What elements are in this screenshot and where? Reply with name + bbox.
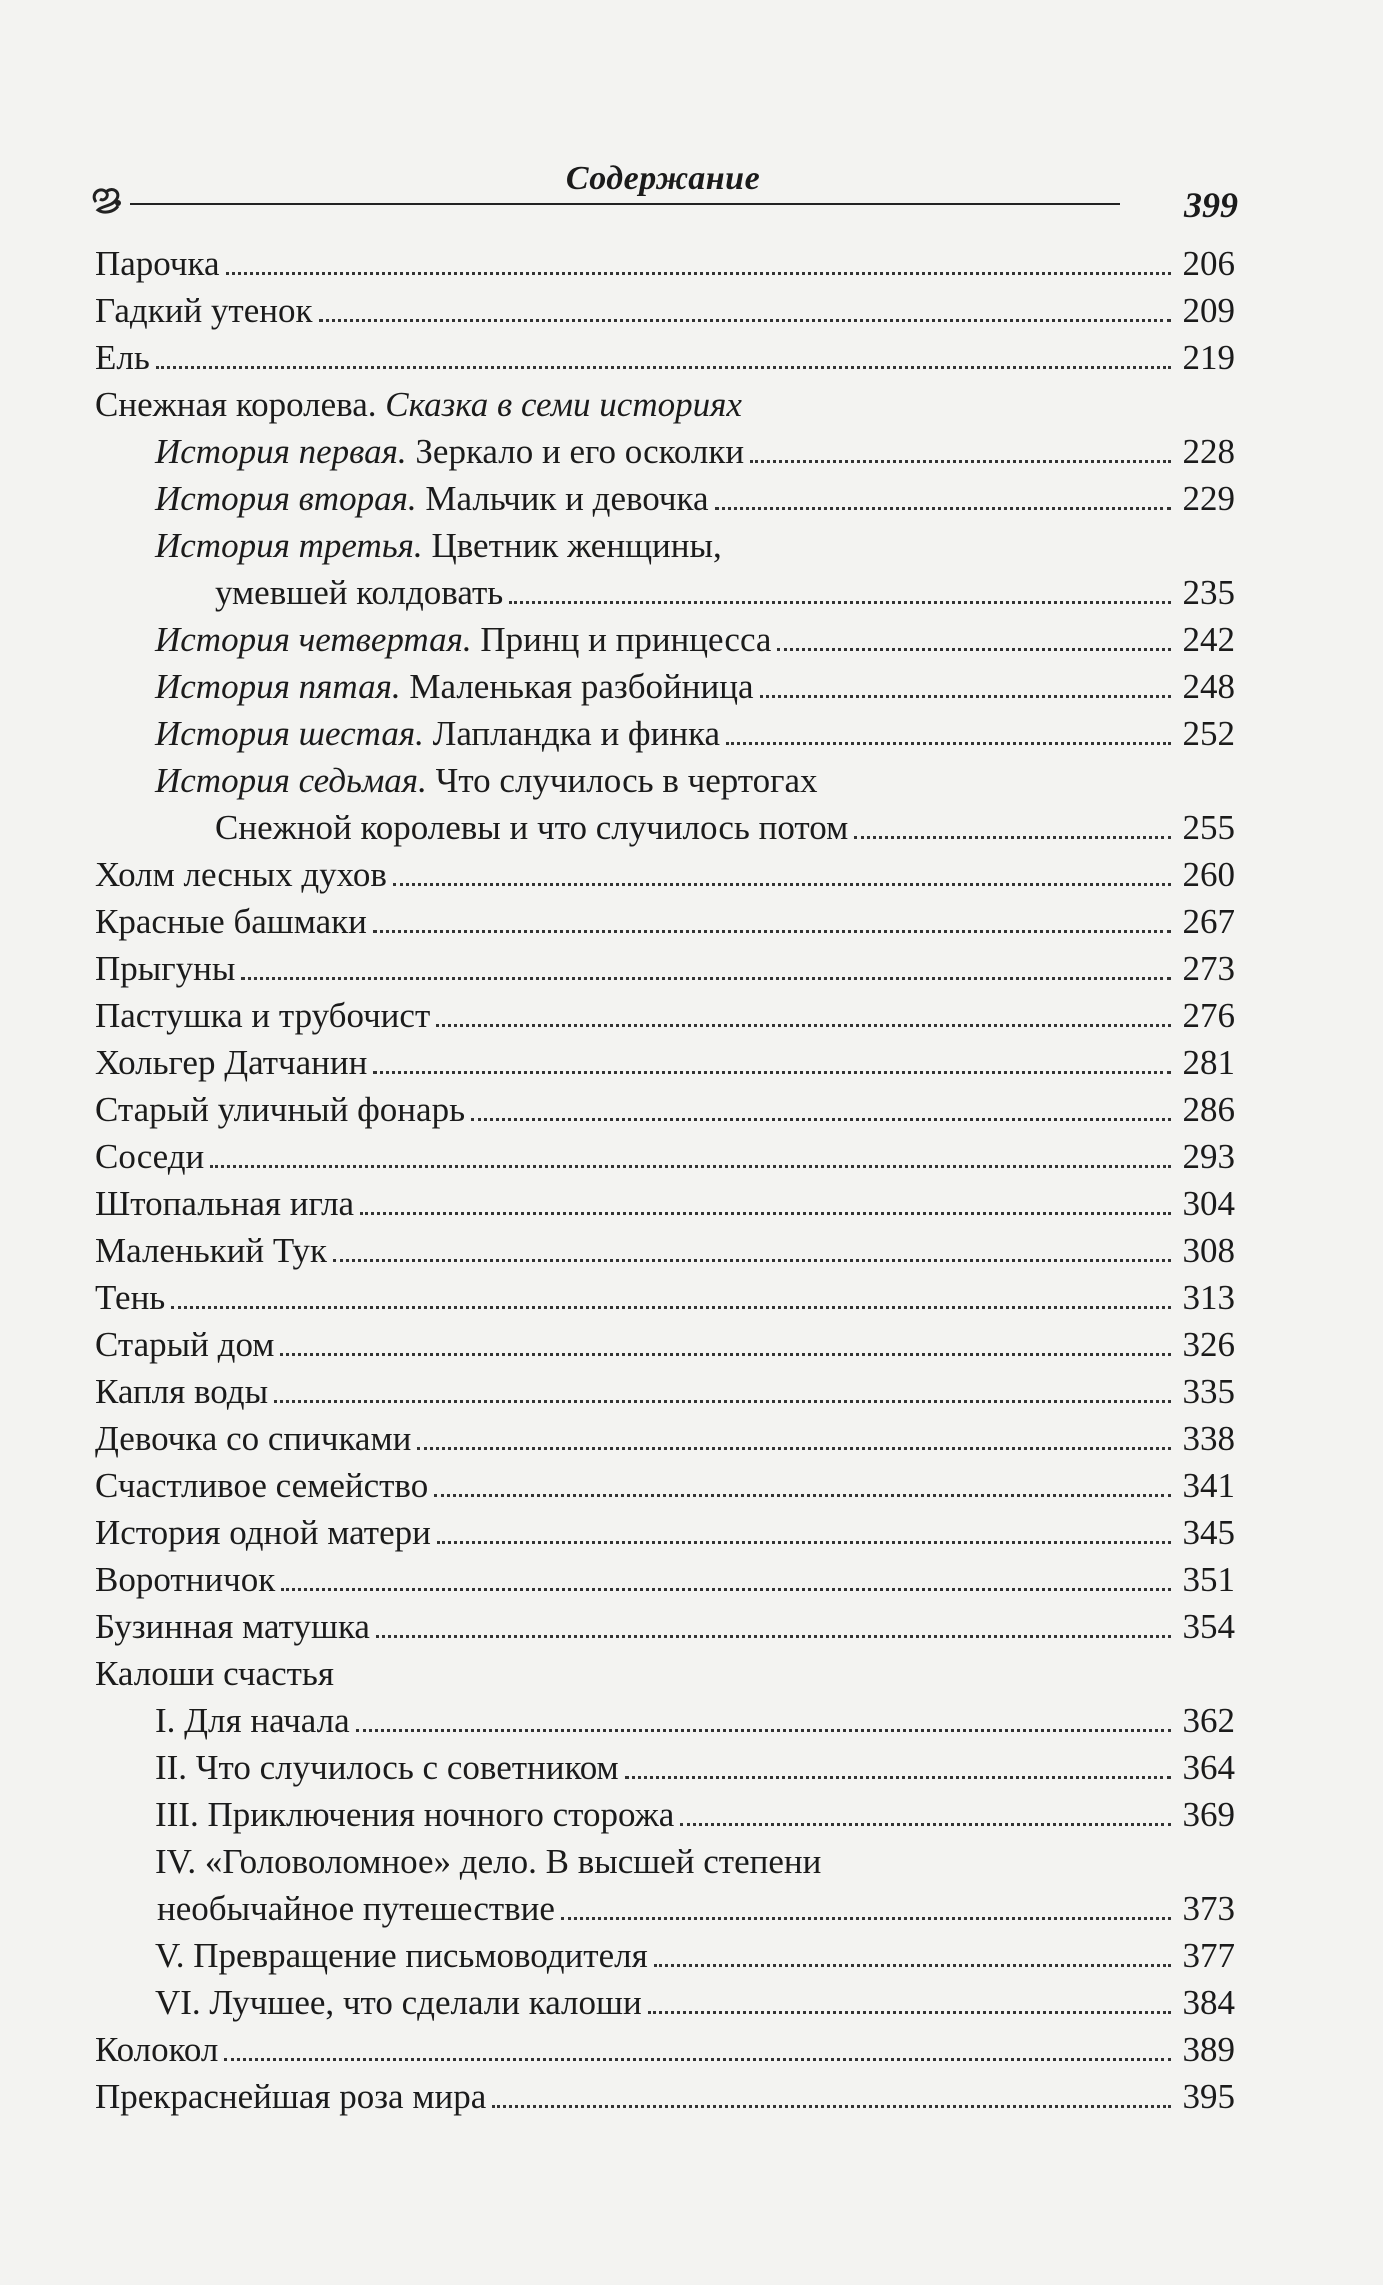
toc-entry: [95, 1321, 1235, 1368]
toc-page-number: 228: [1182, 432, 1235, 471]
toc-entry: [95, 1133, 1235, 1180]
toc-entry-text: II. Что случилось с советником: [155, 1748, 619, 1787]
toc-page-number: 209: [1182, 291, 1235, 330]
toc-entry-title: [95, 334, 150, 381]
toc-entry-title: [95, 1509, 431, 1556]
dot-leader: [280, 1353, 1171, 1356]
toc-entry: [95, 381, 1235, 428]
toc-page-number: 338: [1182, 1419, 1235, 1458]
dot-leader: [680, 1823, 1171, 1826]
toc-entry-title: [95, 381, 742, 428]
dot-leader: [360, 1212, 1171, 1215]
toc-entry-text: История одной матери: [95, 1513, 431, 1552]
page-number: 399: [1184, 185, 1238, 225]
toc-entry: [95, 334, 1235, 381]
dot-leader: [625, 1776, 1171, 1779]
dot-leader: [319, 319, 1172, 322]
toc-entry: [95, 475, 1235, 522]
toc-page-number: 242: [1182, 620, 1235, 659]
toc-entry-title: [95, 1650, 334, 1697]
dot-leader: [210, 1165, 1171, 1168]
toc-entry-title: [155, 1838, 821, 1885]
toc-page-number: 313: [1182, 1278, 1235, 1317]
toc-entry-text: Ель: [95, 338, 150, 377]
toc-entry: [95, 287, 1235, 334]
dot-leader: [376, 1635, 1171, 1638]
toc-page-number: 345: [1182, 1513, 1235, 1552]
toc-entry-title: [155, 663, 754, 710]
toc-entry-text: Лапландка и финка: [432, 714, 721, 753]
toc-entry-text: V. Превращение письмоводителя: [155, 1936, 648, 1975]
toc-entry: [95, 1744, 1235, 1791]
dot-leader: [156, 366, 1171, 369]
toc-entry-title: [95, 1603, 370, 1650]
toc-entry-title: [215, 569, 503, 616]
dot-leader: [434, 1494, 1171, 1497]
toc-entry: [95, 1086, 1235, 1133]
dot-leader: [750, 460, 1171, 463]
toc-entry-title: [95, 287, 313, 334]
toc-entry-subtitle: Сказка в семи историях: [385, 385, 742, 424]
toc-entry-text: Бузинная матушка: [95, 1607, 370, 1646]
dot-leader: [760, 695, 1172, 698]
toc-entry-text: Красные башмаки: [95, 902, 367, 941]
toc-entry: [95, 1556, 1235, 1603]
toc-entry-title: [95, 1462, 428, 1509]
toc-entry: [95, 898, 1235, 945]
toc-entry-title: [95, 1180, 354, 1227]
toc-entry-title: [95, 1039, 367, 1086]
toc-entry-text: Пастушка и трубочист: [95, 996, 431, 1035]
dot-leader: [274, 1400, 1171, 1403]
toc-page-number: 267: [1182, 902, 1235, 941]
toc-entry-text: Воротничок: [95, 1560, 276, 1599]
dot-leader: [492, 2105, 1171, 2108]
toc-entry-text: IV. «Головоломное» дело. В высшей степени: [155, 1842, 822, 1881]
dot-leader: [373, 1071, 1171, 1074]
dot-leader: [333, 1259, 1171, 1262]
dot-leader: [241, 977, 1171, 980]
toc-entry-title: [95, 240, 220, 287]
toc-entry: [95, 1462, 1235, 1509]
toc-page-number: 364: [1182, 1748, 1235, 1787]
toc-entry-title: [95, 2026, 218, 2073]
toc-entry: [95, 2026, 1235, 2073]
toc-entry: [95, 1039, 1235, 1086]
dot-leader: [509, 601, 1171, 604]
toc-entry: [95, 1368, 1235, 1415]
toc-entry: [95, 757, 1235, 804]
toc-entry-title: [155, 428, 744, 475]
header-rule: [130, 203, 1120, 205]
toc-entry: [95, 616, 1235, 663]
toc-entry-title: [157, 1885, 555, 1932]
toc-entry: [95, 1838, 1235, 1885]
toc-entry-title: [95, 1368, 268, 1415]
toc-entry: [95, 804, 1235, 851]
toc-entry-prefix: История пятая.: [155, 667, 401, 706]
toc-entry-prefix: История шестая.: [155, 714, 424, 753]
toc-page-number: 377: [1182, 1936, 1235, 1975]
toc-entry-prefix: История первая.: [155, 432, 407, 471]
toc-entry-text: Снежная королева.: [95, 385, 377, 424]
toc-page-number: 286: [1182, 1090, 1235, 1129]
toc-entry-text: Калоши счастья: [95, 1654, 334, 1693]
toc-entry-text: Зеркало и его осколки: [415, 432, 745, 471]
toc-entry-text: Что случилось в чертогах: [435, 761, 818, 800]
dot-leader: [393, 883, 1171, 886]
toc-page-number: 389: [1182, 2030, 1235, 2069]
dot-leader: [436, 1024, 1171, 1027]
toc-page-number: 293: [1182, 1137, 1235, 1176]
toc-entry-text: Тень: [95, 1278, 166, 1317]
toc-entry: [95, 1650, 1235, 1697]
toc-entry: [95, 1227, 1235, 1274]
dot-leader: [356, 1729, 1171, 1732]
toc-entry: [95, 1885, 1235, 1932]
toc-entry: [95, 240, 1235, 287]
toc-entry-title: [155, 710, 720, 757]
toc-entry-title: [95, 945, 235, 992]
toc-entry-prefix: История вторая.: [155, 479, 417, 518]
toc-page-number: 308: [1182, 1231, 1235, 1270]
toc-entry-title: [95, 898, 367, 945]
dot-leader: [777, 648, 1171, 651]
toc-entry-title: [155, 522, 722, 569]
dot-leader: [854, 836, 1171, 839]
dot-leader: [417, 1447, 1171, 1450]
toc-page-number: 373: [1182, 1889, 1235, 1928]
toc-entry: [95, 1509, 1235, 1556]
toc-page-number: 351: [1182, 1560, 1235, 1599]
dot-leader: [171, 1306, 1171, 1309]
toc-entry: [95, 851, 1235, 898]
dot-leader: [715, 507, 1172, 510]
toc-entry-text: III. Приключения ночного сторожа: [155, 1795, 675, 1834]
toc-entry-title: [155, 1979, 642, 2026]
toc-page-number: 384: [1182, 1983, 1235, 2022]
toc-entry-text: Хольгер Датчанин: [95, 1043, 368, 1082]
toc-entry-title: [95, 1133, 204, 1180]
toc-entry: [95, 1979, 1235, 2026]
page-header: [88, 160, 1238, 225]
toc-page-number: 260: [1182, 855, 1235, 894]
toc-entry-text: необычайное путешествие: [157, 1889, 555, 1928]
toc-page-number: 354: [1182, 1607, 1235, 1646]
dot-leader: [648, 2011, 1171, 2014]
toc-entry-text: умевшей колдовать: [215, 573, 504, 612]
toc-page-number: 276: [1182, 996, 1235, 1035]
toc-entry-title: [155, 1791, 674, 1838]
toc-entry-title: [95, 1274, 165, 1321]
toc-page-number: 326: [1182, 1325, 1235, 1364]
toc-entry-title: [155, 1932, 648, 1979]
dot-leader: [224, 2058, 1171, 2061]
toc-entry-title: [95, 1556, 275, 1603]
toc-entry-text: Старый уличный фонарь: [95, 1090, 466, 1129]
toc-entry: [95, 1180, 1235, 1227]
toc-entry-text: Маленький Тук: [95, 1231, 328, 1270]
toc-page-number: 304: [1182, 1184, 1235, 1223]
toc-entry-title: [155, 616, 771, 663]
toc-entry: [95, 1791, 1235, 1838]
toc-entry-text: Колокол: [95, 2030, 219, 2069]
toc-entry-title: [155, 1697, 350, 1744]
toc-entry: [95, 428, 1235, 475]
toc-entry-title: [95, 1086, 465, 1133]
dot-leader: [373, 930, 1171, 933]
toc-entry-text: Капля воды: [95, 1372, 269, 1411]
toc-page-number: 362: [1182, 1701, 1235, 1740]
toc-entry-text: Штопальная игла: [95, 1184, 355, 1223]
toc-page-number: 248: [1182, 667, 1235, 706]
toc-entry-prefix: История четвертая.: [155, 620, 472, 659]
toc-entry: [95, 663, 1235, 710]
toc-page-number: 369: [1182, 1795, 1235, 1834]
dot-leader: [561, 1917, 1171, 1920]
toc-entry: [95, 992, 1235, 1039]
toc-entry-title: [95, 1227, 327, 1274]
toc-entry-text: Снежной королевы и что случилось потом: [215, 808, 849, 847]
dot-leader: [726, 742, 1171, 745]
toc-entry: [95, 522, 1235, 569]
toc-entry-title: [215, 804, 848, 851]
toc-page-number: 255: [1182, 808, 1235, 847]
toc-entry-title: [95, 1415, 411, 1462]
toc-page-number: 281: [1182, 1043, 1235, 1082]
toc-entry-title: [155, 475, 709, 522]
toc-entry: [95, 1603, 1235, 1650]
toc-entry: [95, 710, 1235, 757]
toc-entry: [95, 2073, 1235, 2120]
toc-entry-text: Счастливое семейство: [95, 1466, 429, 1505]
toc-entry-text: Прыгуны: [95, 949, 236, 988]
toc-entry-title: [95, 1321, 274, 1368]
toc-entry-text: Цветник женщины,: [431, 526, 722, 565]
toc-page-number: 235: [1182, 573, 1235, 612]
dot-leader: [437, 1541, 1171, 1544]
toc-page-number: 252: [1182, 714, 1235, 753]
dot-leader: [654, 1964, 1171, 1967]
toc-entry-title: [95, 2073, 486, 2120]
toc-entry-text: Принц и принцесса: [480, 620, 772, 659]
toc-page-number: 229: [1182, 479, 1235, 518]
toc-entry-text: Холм лесных духов: [95, 855, 387, 894]
toc-entry-prefix: История третья.: [155, 526, 423, 565]
toc-entry: [95, 945, 1235, 992]
toc-entry: [95, 569, 1235, 616]
toc-entry-title: [155, 1744, 619, 1791]
toc-page-number: 341: [1182, 1466, 1235, 1505]
dot-leader: [471, 1118, 1171, 1121]
dot-leader: [226, 272, 1171, 275]
toc-page-number: 206: [1182, 244, 1235, 283]
toc-entry-text: I. Для начала: [155, 1701, 350, 1740]
toc-entry-text: Парочка: [95, 244, 220, 283]
toc-page-number: 273: [1182, 949, 1235, 988]
toc-entry-text: Мальчик и девочка: [425, 479, 709, 518]
toc-entry: [95, 1932, 1235, 1979]
toc-page-number: 335: [1182, 1372, 1235, 1411]
toc-entry-title: [155, 757, 818, 804]
toc-entry-text: Гадкий утенок: [95, 291, 313, 330]
toc-entry-text: Девочка со спичками: [95, 1419, 412, 1458]
page-title: Содержание: [565, 160, 761, 197]
toc-entry: [95, 1274, 1235, 1321]
toc-entry-text: Соседи: [95, 1137, 205, 1176]
toc-entry-text: Маленькая разбойница: [409, 667, 754, 706]
toc-page-number: 219: [1182, 338, 1235, 377]
toc-entry-title: [95, 851, 387, 898]
toc-entry-prefix: История седьмая.: [155, 761, 427, 800]
toc-entry-title: [95, 992, 430, 1039]
toc-page-number: 395: [1182, 2077, 1235, 2116]
toc-entry: [95, 1697, 1235, 1744]
table-of-contents: [95, 240, 1235, 2120]
toc-entry-text: VI. Лучшее, что сделали калоши: [155, 1983, 642, 2022]
toc-entry: [95, 1415, 1235, 1462]
toc-entry-text: Старый дом: [95, 1325, 275, 1364]
dot-leader: [281, 1588, 1171, 1591]
toc-entry-text: Прекраснейшая роза мира: [95, 2077, 487, 2116]
